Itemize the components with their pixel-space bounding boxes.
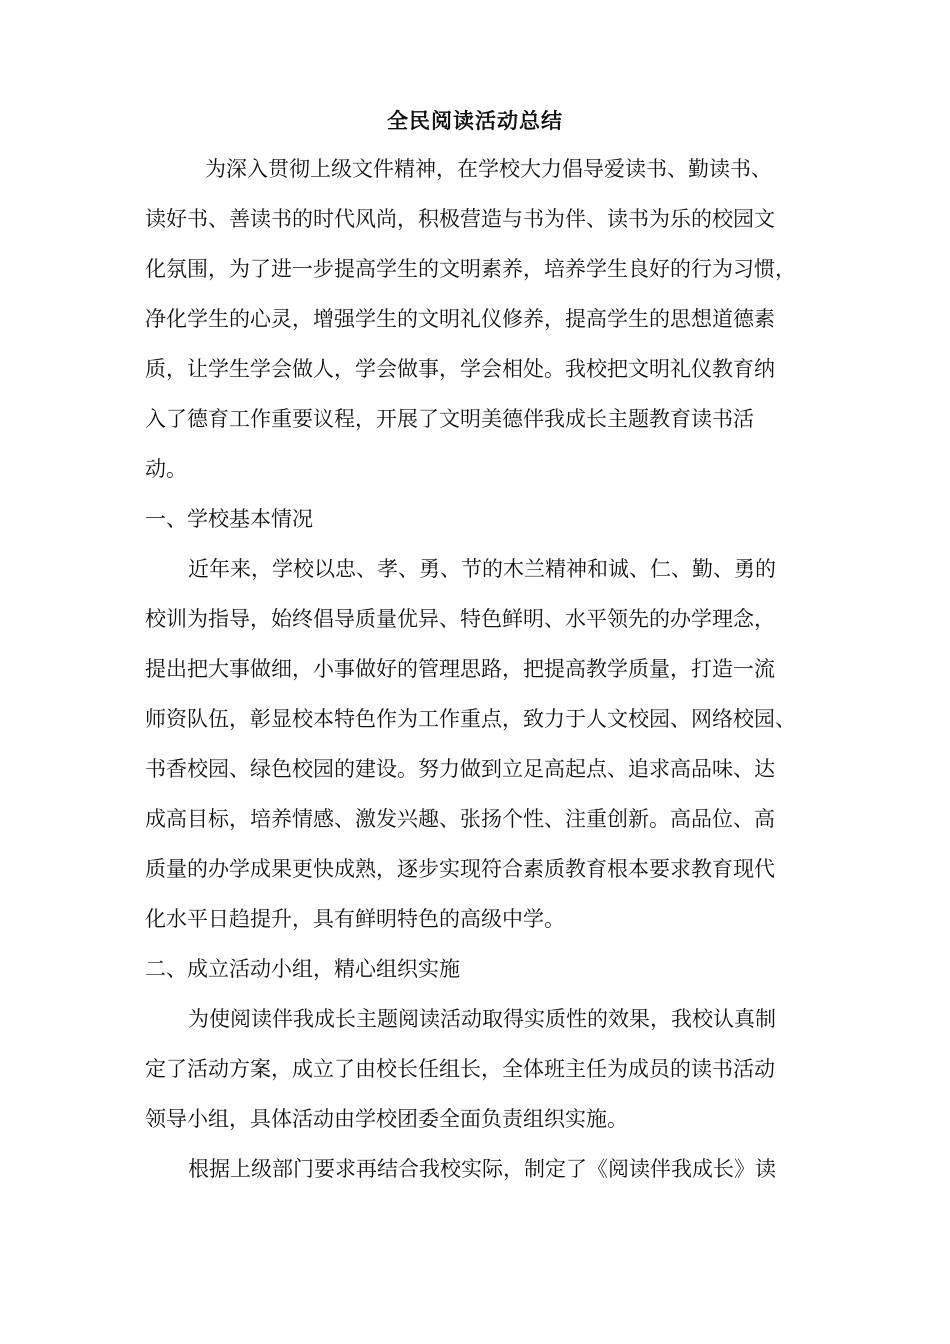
paragraph-line: 动。 bbox=[145, 457, 187, 481]
paragraph-line: 净化学生的心灵，增强学生的文明礼仪修养，提高学生的思想道德素 bbox=[145, 307, 775, 331]
paragraph-line: 定了活动方案，成立了由校长任组长，全体班主任为成员的读书活动 bbox=[145, 1057, 775, 1081]
paragraph-line: 校训为指导，始终倡导质量优异、特色鲜明、水平领先的办学理念， bbox=[145, 607, 775, 631]
paragraph-line: 提出把大事做细，小事做好的管理思路，把提高教学质量，打造一流 bbox=[145, 657, 775, 681]
document-title: 全民阅读活动总结 bbox=[387, 108, 563, 133]
paragraph-line: 根据上级部门要求再结合我校实际，制定了《阅读伴我成长》读 bbox=[188, 1157, 776, 1181]
paragraph-line: 质，让学生学会做人，学会做事，学会相处。我校把文明礼仪教育纳 bbox=[145, 357, 775, 381]
paragraph-line: 师资队伍，彰显校本特色作为工作重点，致力于人文校园、网络校园、 bbox=[145, 707, 796, 731]
paragraph-line: 质量的办学成果更快成熟，逐步实现符合素质教育根本要求教育现代 bbox=[145, 857, 775, 881]
paragraph-line: 化水平日趋提升，具有鲜明特色的高级中学。 bbox=[145, 907, 565, 931]
paragraph-line: 领导小组，具体活动由学校团委全面负责组织实施。 bbox=[145, 1107, 628, 1131]
paragraph-line: 成高目标，培养情感、激发兴趣、张扬个性、注重创新。高品位、高 bbox=[145, 807, 775, 831]
paragraph-line: 近年来，学校以忠、孝、勇、节的木兰精神和诚、仁、勤、勇的 bbox=[188, 557, 776, 581]
paragraph-line: 化氛围，为了进一步提高学生的文明素养，培养学生良好的行为习惯， bbox=[145, 257, 796, 281]
paragraph-line: 书香校园、绿色校园的建设。努力做到立足高起点、追求高品味、达 bbox=[145, 757, 775, 781]
section-heading-1: 一、学校基本情况 bbox=[145, 507, 313, 531]
paragraph-line: 为使阅读伴我成长主题阅读活动取得实质性的效果，我校认真制 bbox=[188, 1007, 776, 1031]
paragraph-line: 读好书、善读书的时代风尚，积极营造与书为伴、读书为乐的校园文 bbox=[145, 207, 775, 231]
paragraph-line: 入了德育工作重要议程，开展了文明美德伴我成长主题教育读书活 bbox=[145, 407, 754, 431]
section-heading-2: 二、成立活动小组，精心组织实施 bbox=[145, 957, 460, 981]
paragraph-line: 为深入贯彻上级文件精神，在学校大力倡导爱读书、勤读书、 bbox=[205, 157, 772, 181]
